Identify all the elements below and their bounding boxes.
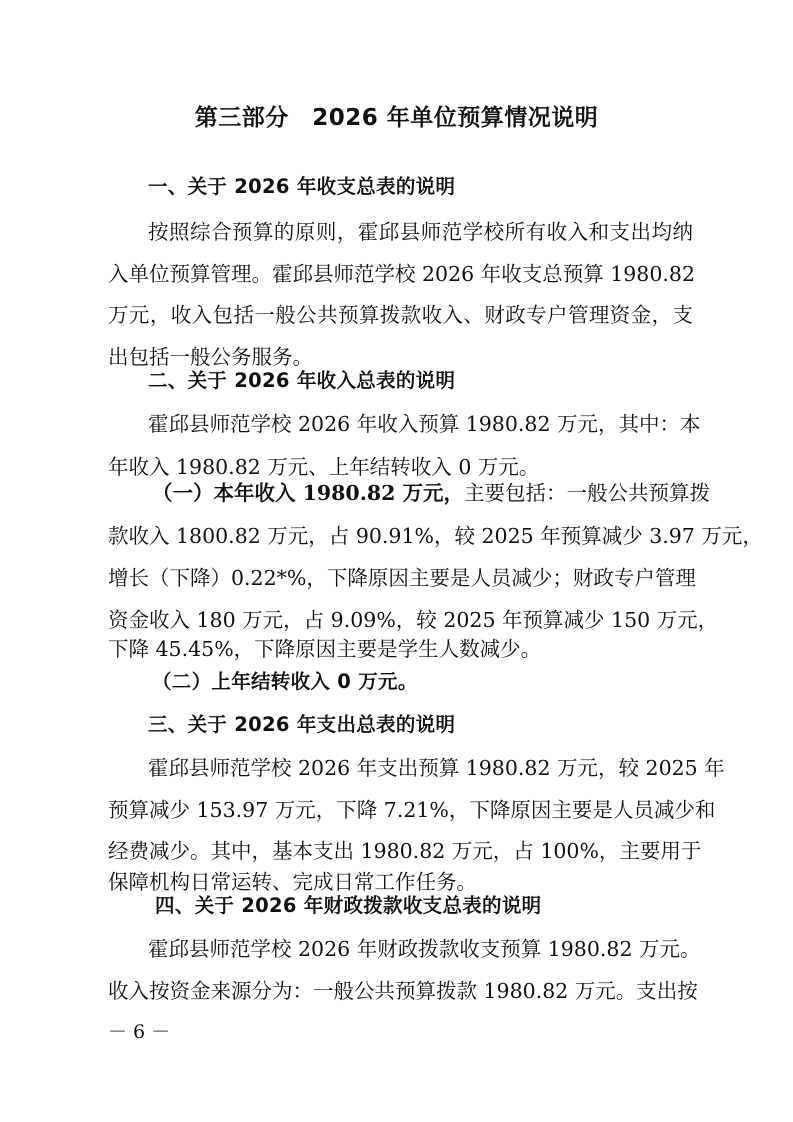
paragraph-line: 增长（下降）0.22*%，下降原因主要是人员减少；财政专户管理 xyxy=(108,566,696,590)
paragraph-line: 按照综合预算的原则，霍邱县师范学校所有收入和支出均纳 xyxy=(148,220,693,244)
subsection-1-label: （一）本年收入 1980.82 万元， xyxy=(152,481,464,505)
paragraph-line: 万元，收入包括一般公共预算拨款收入、财政专户管理资金，支 xyxy=(108,303,693,327)
subsection-2-label: （二）上年结转收入 0 万元。 xyxy=(152,670,418,693)
paragraph-line: 霍邱县师范学校 2026 年支出预算 1980.82 万元，较 2025 年 xyxy=(148,756,725,780)
paragraph-line: 下降 45.45%，下降原因主要是学生人数减少。 xyxy=(108,637,542,661)
section-heading-2: 二、关于 2026 年收入总表的说明 xyxy=(148,369,456,392)
paragraph-line: 入单位预算管理。霍邱县师范学校 2026 年收支总预算 1980.82 xyxy=(108,262,695,286)
subsection-1-first-line-rest: 主要包括：一般公共预算拨 xyxy=(464,481,710,505)
paragraph-line: 霍邱县师范学校 2026 年收入预算 1980.82 万元，其中：本 xyxy=(148,412,701,436)
paragraph-line: 收入按资金来源分为：一般公共预算拨款 1980.82 万元。支出按 xyxy=(108,979,698,1003)
page-title: 第三部分 2026 年单位预算情况说明 xyxy=(194,105,599,131)
section-heading-1: 一、关于 2026 年收支总表的说明 xyxy=(148,175,456,198)
paragraph-line: 霍邱县师范学校 2026 年财政拨款收支预算 1980.82 万元。 xyxy=(148,937,701,961)
paragraph-line: 经费减少。其中，基本支出 1980.82 万元，占 100%，主要用于 xyxy=(108,839,702,863)
section-heading-4: 四、关于 2026 年财政拨款收支总表的说明 xyxy=(155,894,542,917)
paragraph-line: 资金收入 180 万元，占 9.09%，较 2025 年预算减少 150 万元， xyxy=(108,608,719,632)
paragraph-line: 预算减少 153.97 万元，下降 7.21%，下降原因主要是人员减少和 xyxy=(108,798,716,822)
section-heading-3: 三、关于 2026 年支出总表的说明 xyxy=(148,713,456,736)
paragraph-line: 出包括一般公务服务。 xyxy=(108,345,313,369)
page-number: － 6 － xyxy=(108,1021,171,1043)
paragraph-line: 款收入 1800.82 万元，占 90.91%，较 2025 年预算减少 3.97 万元， xyxy=(108,524,763,548)
paragraph-line: 年收入 1980.82 万元、上年结转收入 0 万元。 xyxy=(108,455,540,479)
subsection-1-first-line xyxy=(152,478,710,508)
paragraph-line: 保障机构日常运转、完成日常工作任务。 xyxy=(108,870,477,894)
